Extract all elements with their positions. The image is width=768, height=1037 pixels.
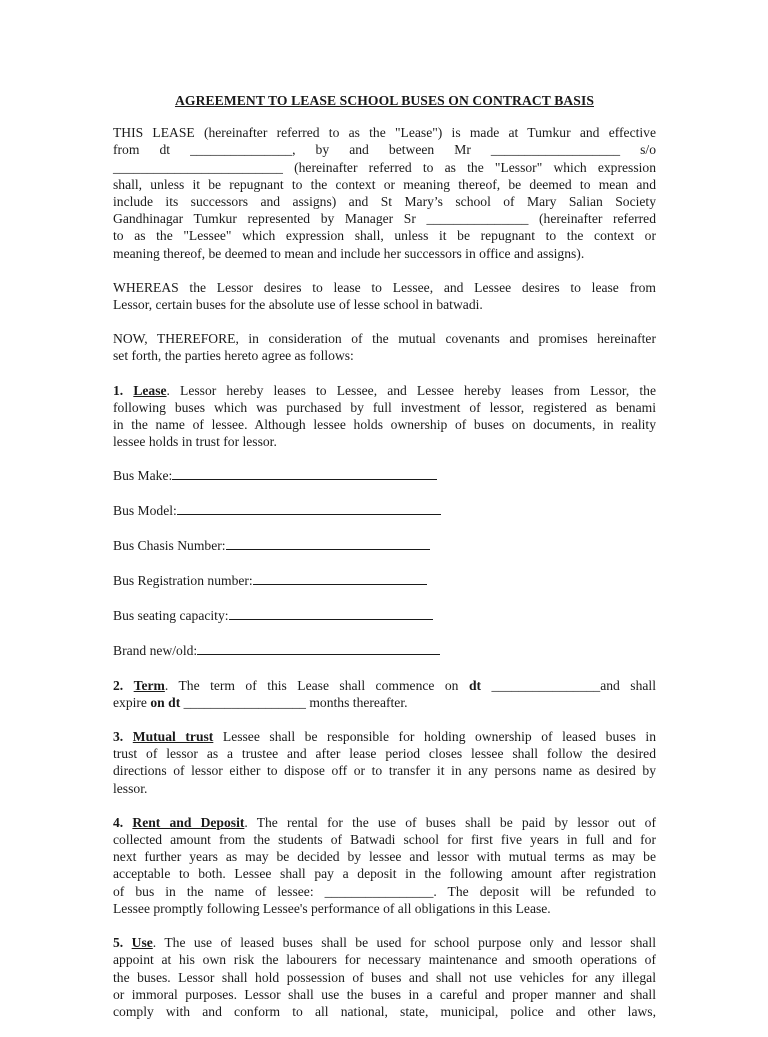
section-text: expire — [113, 694, 151, 710]
section-text-bold: on dt — [150, 694, 181, 710]
field-label: Bus Model: — [113, 503, 177, 519]
section-use-line: comply with and conform to all national, state, municipal, police and other laws, — [113, 1003, 656, 1019]
field-label: Brand new/old: — [113, 643, 198, 659]
now-therefore-paragraph — [113, 330, 656, 364]
field-bus-chasis — [113, 537, 656, 554]
section-text-bold: dt — [468, 677, 482, 693]
section-rent-line: next further years as may be decided by lessee and lessor with mutual terms as may be — [113, 849, 656, 865]
section-trust-line: trust of lessor as a trustee and after lease period closes lessee shall follow the desired — [113, 746, 656, 762]
section-heading: Use — [131, 935, 153, 951]
now-line: set forth, the parties hereto agree as follows: — [113, 348, 354, 364]
section-use-line: or immoral purposes. Lessor shall use the buses in a careful and proper manner and shall — [113, 986, 656, 1002]
section-rent-line: collected amount from the students of Batwadi school for first five years in full and for — [113, 832, 656, 848]
section-use — [113, 934, 656, 1020]
document-title: AGREEMENT TO LEASE SCHOOL BUSES ON CONTRACT BASIS — [174, 93, 594, 108]
bus-registration-blank[interactable] — [253, 572, 427, 585]
section-text: . The use of leased buses shall be used for school purpose only and lessor shall — [152, 935, 656, 951]
intro-line: THIS LEASE (hereinafter referred to as the "Lease") is made at Tumkur and effective — [113, 125, 656, 141]
section-text: . The term of this Lease shall commence on — [164, 677, 469, 693]
section-trust-line: lessor. — [113, 780, 148, 796]
now-line: NOW, THEREFORE, in consideration of the mutual covenants and promises hereinafter — [113, 331, 656, 347]
section-mutual-trust — [113, 728, 656, 797]
brand-blank[interactable] — [197, 642, 440, 655]
section-lease-line: in the name of lessee. Although lessee holds ownership of buses on documents, in reality — [113, 417, 656, 433]
intro-line: meaning thereof, be deemed to mean and include her successors in office and assigns). — [113, 245, 585, 261]
section-term-line — [113, 694, 656, 711]
section-number: 5. — [113, 935, 124, 951]
field-bus-seating — [113, 607, 656, 624]
whereas-line: WHEREAS the Lessor desires to lease to Lessee, and Lessee desires to lease from — [113, 279, 656, 295]
field-bus-model — [113, 502, 656, 519]
field-label: Bus Registration number: — [113, 573, 253, 589]
section-rent-line: acceptable to both. Lessee shall pay a deposit in the following amount after registration — [113, 866, 656, 882]
section-rent-line: Lessee promptly following Lessee's performance of all obligations in this Lease. — [113, 900, 551, 916]
section-rent-line — [113, 814, 656, 831]
field-bus-make — [113, 467, 656, 484]
intro-line: to as the "Lessee" which expression shall, unless it be repugnant to the context or — [113, 228, 656, 244]
section-term — [113, 677, 656, 711]
section-rent-deposit — [113, 814, 656, 917]
section-text: . Lessor hereby leases to Lessee, and Lessee hereby leases from Lessor, the — [166, 382, 656, 398]
intro-paragraph — [113, 124, 656, 262]
field-label: Bus Chasis Number: — [113, 538, 226, 554]
section-trust-line: directions of lessor either to dispose off or to transfer it in any persons name as desired by — [113, 763, 656, 779]
section-number: 1. — [113, 382, 124, 398]
bus-make-blank[interactable] — [172, 467, 437, 480]
document-page — [113, 92, 656, 1037]
intro-line: include its successors and assigns) and St Mary’s school of Mary Salian Society — [113, 194, 656, 210]
section-text: . The rental for the use of buses shall be paid by lessor out of — [244, 814, 656, 830]
section-text: __________________ months thereafter. — [180, 694, 408, 710]
field-label: Bus seating capacity: — [113, 608, 229, 624]
bus-chasis-blank[interactable] — [226, 537, 430, 550]
intro-line: shall, unless it be repugnant to the context or meaning thereof, be deemed to mean and — [113, 176, 656, 192]
intro-line: Gandhinagar Tumkur represented by Manager Sr _______________ (hereinafter referred — [113, 211, 656, 227]
field-brand — [113, 642, 656, 659]
section-text: Lessee shall be responsible for holding ownership of leased buses in — [213, 729, 656, 745]
section-number: 2. — [113, 677, 124, 693]
section-use-line: the buses. Lessor shall hold possession of buses and shall not use vehicles for any illegal — [113, 969, 656, 985]
whereas-line: Lessor, certain buses for the absolute use of lesse school in batwadi. — [113, 297, 483, 313]
section-lease-line: following buses which was purchased by full investment of lessor, registered as benami — [113, 399, 656, 415]
section-use-line — [113, 934, 656, 951]
intro-line: _________________________ (hereinafter referred to as the "Lessor" which expression — [113, 159, 656, 175]
section-heading: Rent and Deposit — [132, 814, 245, 830]
section-lease — [113, 382, 656, 451]
bus-model-blank[interactable] — [177, 502, 441, 515]
section-number: 3. — [113, 729, 124, 745]
whereas-paragraph — [113, 279, 656, 313]
section-number: 4. — [113, 814, 124, 830]
section-heading: Lease — [133, 382, 167, 398]
intro-line: from dt _______________, by and between Mr ___________________ s/o — [113, 142, 656, 158]
section-heading: Mutual trust — [132, 729, 214, 745]
section-trust-line — [113, 728, 656, 745]
section-term-line — [113, 677, 656, 694]
field-label: Bus Make: — [113, 468, 173, 484]
bus-seating-blank[interactable] — [229, 607, 433, 620]
section-use-line: appoint at his own risk the labourers for necessary maintenance and smooth operations of — [113, 952, 656, 968]
section-heading: Term — [133, 677, 165, 693]
section-text: ________________and shall — [481, 677, 656, 693]
section-lease-line — [113, 382, 656, 399]
section-rent-line: of bus in the name of lessee: ________________. The deposit will be refunded to — [113, 883, 656, 899]
section-lease-line: lessee holds in trust for lessor. — [113, 434, 277, 450]
field-bus-registration — [113, 572, 656, 589]
